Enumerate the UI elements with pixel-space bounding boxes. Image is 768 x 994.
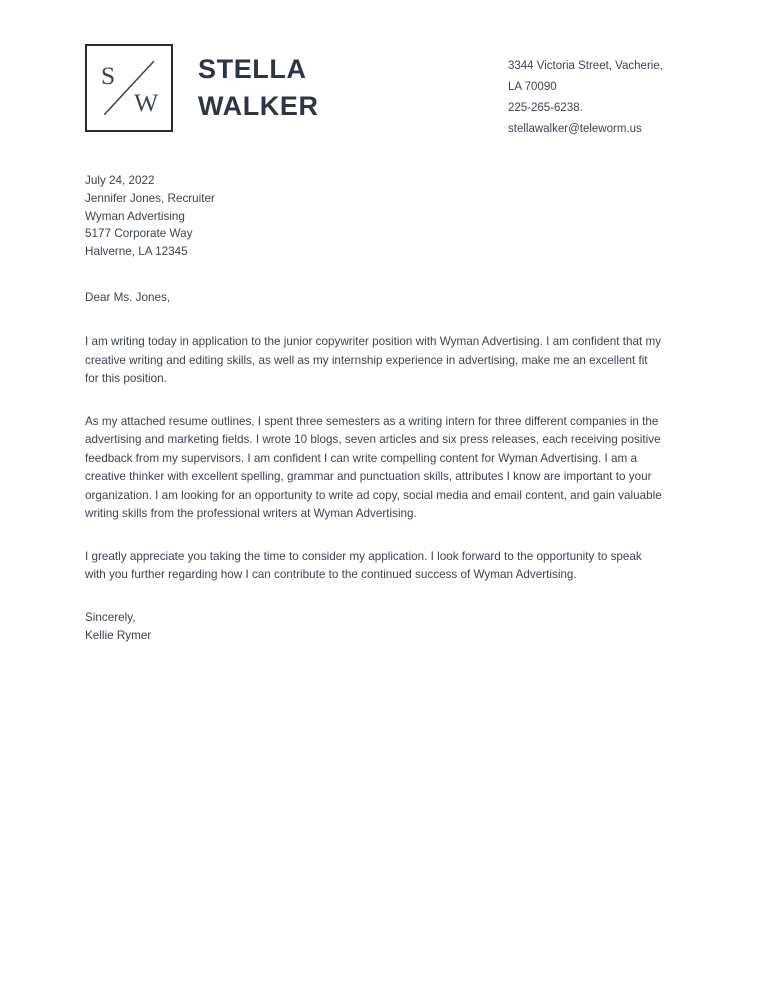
sw-monogram-logo (85, 44, 173, 132)
recipient-company: Wyman Advertising (85, 209, 185, 223)
contact-phone: 225-265-6238. (508, 101, 583, 114)
recipient-address-block (85, 172, 663, 261)
signature-block (85, 609, 663, 645)
brand-name-line-2: WALKER (198, 91, 319, 121)
recipient-street: 5177 Corporate Way (85, 227, 193, 241)
svg-text:W: W (134, 87, 159, 117)
body-paragraph-2: As my attached resume outlines, I spent three semesters as a writing intern for three different companies in the advertising and marketing fields. I wrote 10 blogs, seven articles and six press releases, each receiving positive feedback from my supervisors. I am confident I can write compelling content for Wyman Advertising. I am a creative thinker with excellent spelling, grammar and punctuation skills, attributes I know are important to your organization. I am looking for an opportunity to write ad copy, social media and email content, and gain valuable writing skills from the professional writers at Wyman Advertising. (85, 414, 662, 521)
recipient-name: Jennifer Jones, Recruiter (85, 191, 215, 205)
salutation: Dear Ms. Jones, (85, 290, 171, 304)
letter-body (85, 172, 663, 644)
contact-address-line-1: 3344 Victoria Street, Vacherie, (508, 60, 663, 72)
brand-name-line-1: STELLA (198, 53, 307, 84)
contact-email: stellawalker@teleworm.us (508, 122, 642, 135)
letter-date: July 24, 2022 (85, 174, 155, 187)
contact-block (508, 56, 683, 140)
body-paragraph-3: I greatly appreciate you taking the time to consider my application. I look forward to the opportunity to speak with you further regarding how I can contribute to the continued success of Wyman Advertising. (85, 549, 642, 582)
letterhead-brand (85, 44, 319, 132)
contact-address-line-2: LA 70090 (508, 80, 557, 93)
recipient-city-state-zip: Halverne, LA 12345 (85, 245, 188, 259)
letterhead-header (85, 44, 683, 144)
svg-text:S: S (100, 61, 116, 91)
signature-name: Kellie Rymer (85, 628, 152, 642)
body-paragraph-1: I am writing today in application to the junior copywriter position with Wyman Advertising. I am confident that my creative writing and editing skills, as well as my internship experience in advertising, make me an excellent fit for this position. (85, 335, 662, 386)
closing-phrase: Sincerely, (85, 610, 136, 624)
brand-name (198, 51, 319, 126)
